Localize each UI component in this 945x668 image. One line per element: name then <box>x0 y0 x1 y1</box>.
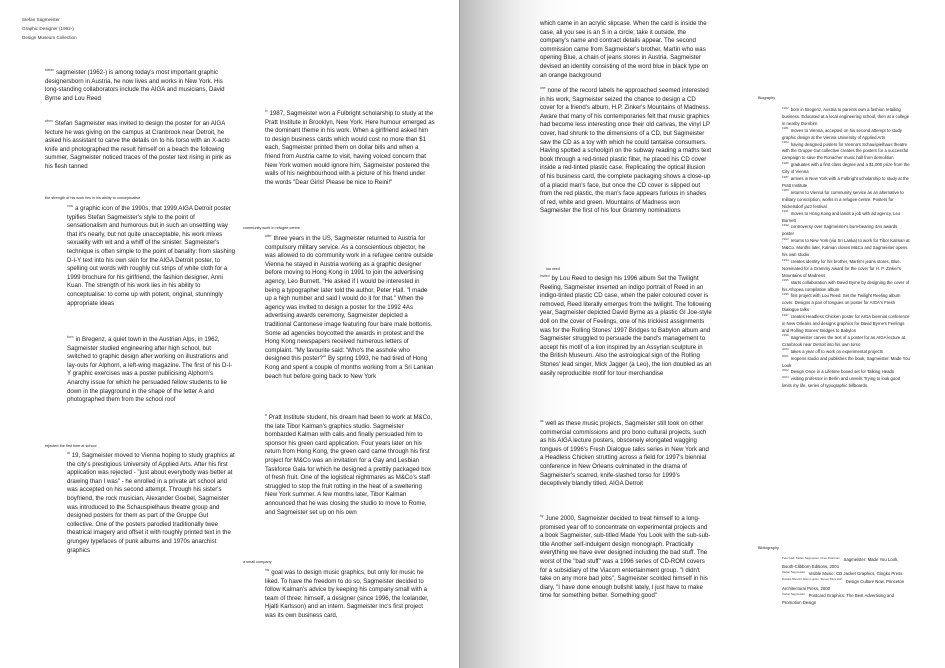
paragraph-intro: $^{stefan}$ sagmeister (1962-) is among today's most important graphic designersborn in Austria, he now lives and works in New York. His long-standing collaborators include the AIGA and musicians, David Byrne and Lou Reed <box>45 67 225 102</box>
margin-label-small-company: a small company <box>243 560 272 564</box>
paragraph-aiga-lectures: $^{as}$ well as these music projects, Sagmeister still took on other commercial commissions and pro bono cultural projects, such as his AIGA lecture posters, obscenely elongated wagging tongues of 1996's Fresh Dialogue talks series in New York and a Headless Chicken strutting across a field for 1997's biennial conference in New Orleans culminated in the drama of Sagmeister's scarred, knife-slashed torso for 1999's deceptively blandly titled, AIGA Detroit <box>540 418 709 488</box>
bibliography-entry: $^{Stefan Sagmeister,}$ Visible Music: CD Jacket Graphics, Gingko Press <box>782 569 903 577</box>
bibliography-heading: Bibliography <box>758 546 779 550</box>
biography-heading: Biography <box>758 96 776 100</box>
paragraph-text: none of the record labels he approached seemed interested in his work, Sagmeister seized the chance to design a CD cover for a friend's album, H.P. Zinker's Mountains of Madness. Aware that many of his contemporaries felt that music graphics had become less interesting once their old canvas, the vinyl LP cover, had shrunk to the dimensions of a CD, but Sagmeister saw the CD as a toy with which he could tantalise consumers. Having spotted a schoolgirl on the subway reading a maths text book through a red-tinted plastic filter, he placed his CD cover inside a red-tinted plastic case. Replicating the optical illusion of his business card, the complete packaging shows a close-up of a placid man's face, but once the CD cover is slipped out from the red plastic, the man's face appears furious in shades of red, white and green. Mountains of Madness won Sagmeister the first of his four Grammy nominations <box>540 87 712 215</box>
paragraph-lou-reed: $^{invited}$ by Lou Reed to design his 1996 album Set the Twilight Reeling, Sagmeister inserted an indigo portrait of Reed in an indigo-tinted plastic CD case, when the paler coloured cover is removed, Reed literally emerges from the twilight. The following year, Sagmeister depicted David Byrne as a plastic GI Joe-style doll on the cover of Feelings, one of his trickiest assignments was for the Rolling Stones' 1997 Bridges to Babylon album and Sagmeister struggled to persuade the band's management to accept his motif of a lion inspired by an Assyrian sculpture in the British Museum. Also the astrological sign of the Rolling Stones' lead singer, Mick Jagger (a Leo), the lion doubled as an easily reproducible motif for tour merchandise <box>540 273 712 377</box>
paragraph-year-off: $^{by}$ June 2000, Sagmeister decided to treat himself to a long-promised year off to concentrate on experimental projects and a book Sagmeister, sub-titled Made You Look with the sub-sub-title Another self-indulgent design monograph. Practically everything we have ever designed including the bad stuff. The worst of the "bad stuff" was a 1996 series of CD-ROM covers for a subsidiary of the Viacom entertainment group. "I didn't take on any more bad jobs", Sagmeister scolded himself in his diary, "I have done enough bullshit lately, I just have to make time for something better. Something good" <box>540 513 711 600</box>
header-collection: Design Museum Collection <box>22 35 77 40</box>
header-name: Stefan Sagmeister <box>22 17 60 22</box>
biography-entry: $^{1986}$ graduates with a first class degree and a $1,000 prize from the City of Vienna <box>782 160 910 175</box>
biography-entry: $^{1996}$ first project with Lou Reed: Set the Twilight Reeling album cover. Designs a pair of tongues on poster for AIGA's Fresh Dialogue talks <box>782 292 901 313</box>
biography-entry: $^{1997}$ creates Headless Chicken poster for AIGA biennial conference in New Orleans and designs graphics for David Byrne's Feelings and Rolling Stones' Bridges to Babylon <box>782 312 910 333</box>
biography-entry: $^{1984}$ having designed posters for Vienna's Schauspielhaus theatre with the Gruppe Gut collective creates the posters for a successful campaign to save the Ronacher music hall from demolition <box>782 140 909 161</box>
header-block <box>22 15 222 42</box>
paragraph-text: sagmeister (1962-) is among today's most important graphic designersborn in Austria, he now lives and works in New York. His long-standing collaborators include the AIGA and musicians, David Byrne and Lou Reed <box>45 69 225 102</box>
paragraph-text: Pratt Institute student, his dream had been to work at M&Co, the late Tibor Kalman's graphics studio. Sagmeister bombarded Kalman with calls and finally persuaded him to sponsor his green card application. Four years later on his return from Hong Kong, the green card came through his first project for M&Co was an invitation for a Gay and Lesbian Taskforce Gala for which he designed a prettily packaged box of fresh fruit. One of the logistical nightmares as M&Co's staff struggled to stop the fruit rotting in the heat of a sweltering New York summer. A few months later, Tibor Kalman announced that he was closing the studio to move to Rome, and Sagmeister set up on his own <box>265 414 433 516</box>
margin-label-school: rejected the first time at school <box>45 444 97 448</box>
paragraph-business-card <box>540 20 712 80</box>
biography-entry: $^{1981}$ moves to Vienna, accepted on his second attempt to study graphic design at the Vienna University of Applied Arts <box>782 126 902 140</box>
biography-entry: $^{2001}$ reopens studio and publishes the book, Sagmeister: Made You Look <box>782 354 910 368</box>
paragraph-hong-kong: $^{after}$ three years in the US, Sagmeister returned to Austria for compulsory military service. As a conscientious objector, he was allowed to do community work in a refugee centre outside Vienna he stayed in Austria working as a graphic designer before moving to Hong Kong in 1991 to join the advertising agency, Leo Burnett. "He asked if I would be interested in being a typographer later told the author, Peter Hall. "I made up a high number and said I would do it for that." When the agency was invited to design a poster for the 1992 4As advertising awards ceremony, Sagmeister depicted a traditional Cantonese image featuring four bare male bottoms. Some ad agencies boycotted the awards in protest and the Hong Kong newspapers received numerous letters of complaint. "My favourite said: 'Who's the asshole who designed this poster?'" By spring 1993, he had tired of Hong Kong and spent a couple of months working from a Sri Lankan beach hut before going back to New York <box>265 233 434 380</box>
paragraph-aiga-poster: $^{when}$ Stefan Sagmeister was invited to design the poster for an AIGA lecture he was giving on the campus at Cranbrook near Detroit, he asked his assistant to carve the details on to his torso with an X-acto knife and photographed the result himself on a beach the following summer, Sagmeister noticed traces of the poster text rising in pink as his flesh tanned <box>45 118 232 170</box>
biography-entry: $^{1991}$ moves to Hong Kong and lands a job with ad agency, Leo Burnett <box>782 209 901 223</box>
biography-entry: $^{1962}$ born in Bregenz, Austria to parents own a fashion retailing business. Educated at a local engineering school, then at a college in nearby Dornbirn <box>782 105 910 126</box>
paragraph-text: which came in an acrylic slipcase. When the card is inside the case, all you see is an S in a circle; take it outside, the company's name and contract details appear. The second commission came from Sagmeister's brother, Martin who was opening Blue, a chain of jeans stores in Austria. Sagmeister devised an identity consisting of the word blue in black type on an orange background <box>540 20 709 79</box>
paragraph-vienna: $^{at}$ 19, Sagmeister moved to Vienna hoping to study graphics at the city's prestigious University of Applied Arts. After his first application was rejected - "just about everybody was better at drawing than I was" - he enrolled in a private art school and was accepted on his second attempt. Through his sister's boyfriend, the rock musician, Alexander Goebel, Sagmeister was introduced to the Schauspielhaus theatre group and designed posters for them as part of the Gruppe Gut collective. One of the posters parodied traditionally twee theatrical imagery and offset it with roughly printed text in the grungey typefaces of punk albums and 1970s anarchist graphics <box>67 450 235 554</box>
biography-entry: $^{2002}$ Design Once in a Lifetime boxed set for Talking Heads <box>782 368 895 375</box>
header-role: Graphic Designer (1962-) <box>22 26 74 31</box>
paragraph-mco: $^a$ Pratt Institute student, his dream had been to work at M&Co, the late Tibor Kalman's graphics studio. Sagmeister bombarded Kalman with calls and finally persuaded him to sponsor his green card application. Four years later on his return from Hong Kong, the green card came through his first project for M&Co was an invitation for a Gay and Lesbian Taskforce Gala for which he designed a prettily packaged box of fresh fruit. One of the logistical nightmares as M&Co's staff struggled to stop the fruit rotting in the heat of a sweltering New York summer. A few months later, Tibor Kalman announced that he was closing the studio to move to Rome, and Sagmeister set up on his own <box>265 412 433 516</box>
paragraph-graphic-icon: $^{now}$ a graphic icon of the 1990s, that 1999 AIGA Detroit poster typifies Stefan Sagmeister's style to the point of sensationalism and humorous but in such an unsettling way that it's nearly, but not quite unacceptable, his work mixes sexuality with wit and a whiff of the sinister. Sagmeister's technique is often simple to the point of banality: from slashing D-I-Y text into his own skin for the AIGA Detroit poster, to spelling out words with roughly cut strips of white cloth for a 1999 brochure for his girlfriend, the fashion designer, Anni Kuan. The strength of his work lies in his ability to conceptualise: to come up with potent, original, stunningly appropriate ideas <box>67 203 236 307</box>
paragraph-text: in Bregenz, a quiet town in the Austrian Alps, in 1962, Sagmeister studied engineering after high school, but switched to graphic design after working on illustrations and lay-outs for Alphorn, a left-wing magazine. The first of his D-I-Y graphic exercises was a poster publicising Alphorn's Anarchy issue for which he persuaded fellow students to lie down in the playground in the shape of the letter A and photographed them from the school roof <box>67 336 233 404</box>
bibliography-list <box>782 556 910 606</box>
paragraph-text: by Lou Reed to design his 1996 album Set the Twilight Reeling, Sagmeister inserted an indigo portrait of Reed in an indigo-tinted plastic CD case, when the paler coloured cover is removed, Reed literally emerges from the twilight. The following year, Sagmeister depicted David Byrne as a plastic GI Joe-style doll on the cover of Feelings, one of his trickiest assignments was for the Rolling Stones' 1997 Bridges to Babylon album and Sagmeister struggled to persuade the band's management to accept his motif of a lion inspired by an Assyrian sculpture in the British Museum. Also the astrological sign of the Rolling Stones' lead singer, Mick Jagger (a Leo), the lion doubled as an easily reproducible motif for tour merchandise <box>540 275 712 377</box>
margin-label-lou-reed: lou reed <box>546 267 560 271</box>
margin-label-strength: the strength of his work lies in his ability to conceptualise <box>45 196 141 200</box>
margin-label-community: community work in refugee centre <box>243 226 300 230</box>
paragraph-text: a graphic icon of the 1990s, that 1999 AIGA Detroit poster typifies Stefan Sagmeister's style to the point of sensationalism and humorous but in such an unsettling way that it's nearly, but not quite unacceptable, his work mixes sexuality with wit and a whiff of the sinister. Sagmeister's technique is often simple to the point of banality: from slashing D-I-Y text into his own skin for the AIGA Detroit poster, to spelling out words with roughly cut strips of white cloth for a 1999 brochure for his girlfriend, the fashion designer, Anni Kuan. The strength of his work lies in his ability to conceptualise: to come up with potent, original, stunningly appropriate ideas <box>67 205 236 307</box>
biography-list <box>782 107 910 390</box>
paragraph-text: goal was to design music graphics, but only for music he liked. To have the freedom to do so, Sagmeister decided to follow Kalman's advice by keeping his company small with a team of three: himself, a designer (since 1996, the Icelander, Hjalti Karlsson) and an intern. Sagmeister Inc's first project was its own business card, <box>265 569 429 619</box>
paragraph-pratt: $^{in}$ 1987, Sagmeister won a Fulbright scholarship to study at the Pratt Institute in Brooklyn, New York. Here humour emerged as the dominant theme in his work. When a girlfriend asked him to design business cards which would cost no more than $1 each, Sagmeister printed them on dollar bills and when a friend from Austria came to visit, having voiced concern that New York women would ignore him, Sagmeister postered the walls of his neighbourhood with a picture of his friend under the words "Dear Girls! Please be nice to Reini!" <box>265 108 435 186</box>
paragraph-bregenz: $^{born}$ in Bregenz, a quiet town in the Austrian Alps, in 1962, Sagmeister studied engineering after high school, but switched to graphic design after working on illustrations and lay-outs for Alphorn, a left-wing magazine. The first of his D-I-Y graphic exercises was a poster publicising Alphorn's Anarchy issue for which he persuaded fellow students to lie down in the playground in the shape of the letter A and photographed them from the school roof <box>67 334 233 404</box>
paragraph-text: June 2000, Sagmeister decided to treat himself to a long-promised year off to concentrate on experimental projects and a book Sagmeister, sub-titled Made You Look with the sub-sub-title Another self-indulgent design monograph. Practically everything we have ever designed including the bad stuff. The worst of the "bad stuff" was a 1996 series of CD-ROM covers for a subsidiary of the Viacom entertainment group. "I didn't take on any more bad jobs", Sagmeister scolded himself in his diary, "I have done enough bullshit lately, I just have to make time for something better. Something good" <box>540 515 711 600</box>
bibliography-entry: $^{Stefan Sagmeister,}$ Postcard Graphics: The Best Advertising and Promotion Design <box>782 591 895 606</box>
paragraph-mountains-of-madness: $^{one}$ none of the record labels he approached seemed interested in his work, Sagmeister seized the chance to design a CD cover for a friend's album, H.P. Zinker's Mountains of Madness. Aware that many of his contemporaries felt that music graphics had become less interesting once their old canvas, the vinyl LP cover, had shrunk to the dimensions of a CD, but Sagmeister saw the CD as a toy with which he could tantalise consumers. Having spotted a schoolgirl on the subway reading a maths text book through a red-tinted plastic filter, he placed his CD cover inside a red-tinted plastic case. Replicating the optical illusion of his business card, the complete packaging shows a close-up of a placid man's face, but once the CD cover is slipped out from the red plastic, the man's face appears furious in shades of red, white and green. Mountains of Madness won Sagmeister the first of his four Grammy nominations <box>540 85 712 215</box>
biography-entry: $^{1993}$ returns to New York (via Sri Lanka) to work for Tibor Kalman at M&Co. Months later, Kalman closes M&Co and Sagmeister opens his own studio <box>782 236 910 258</box>
paragraph-text: well as these music projects, Sagmeister still took on other commercial commissions and pro bono cultural projects, such as his AIGA lecture posters, obscenely elongated wagging tongues of 1996's Fresh Dialogue talks series in New York and a Headless Chicken strutting across a field for 1997's biennial conference in New Orleans culminated in the drama of Sagmeister's scarred, knife-slashed torso for 1999's deceptively blandly titled, AIGA Detroit <box>540 420 709 488</box>
paragraph-music-graphics: $^{his}$ goal was to design music graphics, but only for music he liked. To have the freedom to do so, Sagmeister decided to follow Kalman's advice by keeping his company small with a team of three: himself, a designer (since 1996, the Icelander, Hjalti Karlsson) and an intern. Sagmeister Inc's first project was its own business card, <box>265 567 429 619</box>
left-page <box>0 0 460 668</box>
biography-entry: $^{1999}$ Sagmeister carves the text of a poster for an AIGA lecture at Cranbrook near Detroit into his own torso <box>782 333 906 347</box>
paragraph-text: three years in the US, Sagmeister returned to Austria for compulsory military service. As a conscientious objector, he was allowed to do community work in a refugee centre outside Vienna he stayed in Austria working as a graphic designer before moving to Hong Kong in 1991 to join the advertising agency, Leo Burnett. "He asked if I would be interested in being a typographer later told the author, Peter Hall. "I made up a high number and said I would do it for that." When the agency was invited to design a poster for the 1992 4As advertising awards ceremony, Sagmeister depicted a traditional Cantonese image featuring four bare male bottoms. Some ad agencies boycotted the awards in protest and the Hong Kong newspapers received numerous letters of complaint. "My favourite said: 'Who's the asshole who designed this poster?'" By spring 1993, he had tired of Hong Kong and spent a couple of months working from a Sri Lankan beach hut before going back to New York <box>265 235 434 380</box>
biography-entry: $^{1989}$ returns to Vienna for community service as an alternative to military conscription, works in a refugee centre. Posters for Nickelsdorf jazz festival <box>782 188 904 209</box>
biography-entry: $^{1992}$ controversy over Sagmeister's bum-bearing 4As awards poster <box>782 222 898 237</box>
bibliography-entry: $^{Peter Hall, Stefan Sagmeister, Chee Pearlman,}$ Sagmeister: Made You Look, Booth-Clibborn Editions, 2001 <box>782 555 899 570</box>
biography-entry: $^{1987}$ arrives in New York with a Fulbright scholarship to study at the Pratt Institute <box>782 174 909 188</box>
paragraph-text: 1987, Sagmeister won a Fulbright scholarship to study at the Pratt Institute in Brooklyn, New York. Here humour emerged as the dominant theme in his work. When a girlfriend asked him to design business cards which would cost no more than $1 each, Sagmeister printed them on dollar bills and when a friend from Austria came to visit, having voiced concern that New York women would ignore him, Sagmeister postered the walls of his neighbourhood with a picture of his friend under the words "Dear Girls! Please be nice to Reini!" <box>265 110 435 186</box>
biography-entry: $^{1994}$ creates identity for his brother, Martin's jeans stores, Blue. Nominated for a Grammy Award for the cover for H. P. Zinker's Mountains of Madness <box>782 257 901 278</box>
paragraph-text: 19, Sagmeister moved to Vienna hoping to study graphics at the city's prestigious University of Applied Arts. After his first application was rejected - "just about everybody was better at drawing than I was" - he enrolled in a private art school and was accepted on his second attempt. Through his sister's boyfriend, the rock musician, Alexander Goebel, Sagmeister was introduced to the Schauspielhaus theatre group and designed posters for them as part of the Gruppe Gut collective. One of the posters parodied traditionally twee theatrical imagery and offset it with roughly printed text in the grungey typefaces of punk albums and 1970s anarchist graphics <box>67 452 235 554</box>
bibliography-entry: $^{Donald Albrecht, Ellen Lupton, Steven Skov Holt,}$ Design Culture Now, Princeton Architectural Press, 2000 <box>782 577 905 591</box>
biography-entry: $^{1995}$ starts collaboration with David Byrne by designing the cover of his Afropea compilation album <box>782 278 910 292</box>
paragraph-text: Stefan Sagmeister was invited to design the poster for an AIGA lecture he was giving on the campus at Cranbrook near Detroit, he asked his assistant to carve the details on to his torso with an X-acto knife and photographed the result himself on a beach the following summer, Sagmeister noticed traces of the poster text rising in pink as his flesh tanned <box>45 120 232 170</box>
biography-entry: $^{2000}$ takes a year off to work on experimental projects <box>782 347 884 354</box>
biography-entry: $^{2004}$ visiting professor in Berlin and unveils Trying to look good limits my life, series of typographic billboards. <box>782 374 901 389</box>
right-page <box>460 0 945 668</box>
